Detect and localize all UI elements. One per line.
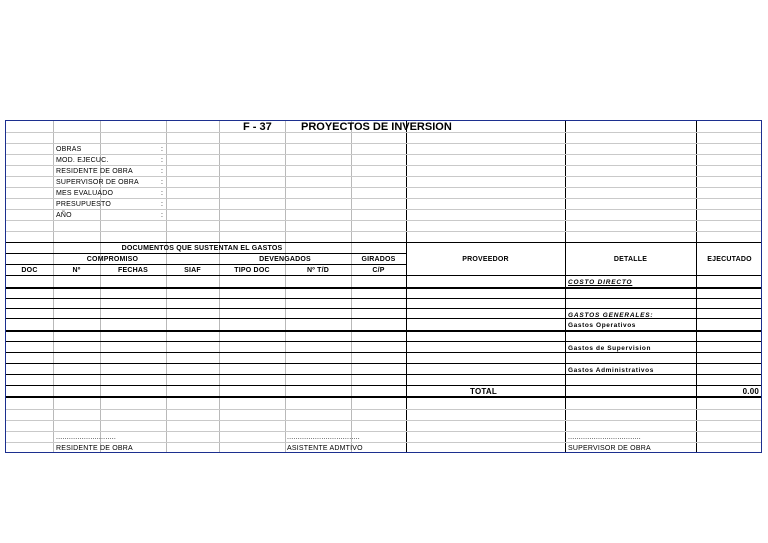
form-title: PROYECTOS DE INVERSION — [301, 121, 452, 133]
column-header-fechas: FECHAS — [118, 267, 148, 274]
grid-row-line — [6, 341, 761, 342]
grid-row-line — [6, 363, 761, 364]
field-label-supervisor: SUPERVISOR DE OBRA — [56, 179, 139, 186]
detail-gastos-supervision: Gastos de Supervision — [568, 345, 652, 352]
field-colon: : — [161, 146, 163, 153]
grid-row-line — [6, 442, 761, 443]
field-colon: : — [161, 212, 163, 219]
signature-line-supervisor: .................................. — [568, 434, 641, 441]
column-header-siaf: SIAF — [184, 267, 201, 274]
total-bottom-border — [6, 396, 761, 398]
detail-gastos-generales: GASTOS GENERALES: — [568, 312, 654, 319]
grid-row-line — [6, 198, 761, 199]
total-value: 0.00 — [742, 387, 759, 396]
signature-role-asistente: ASISTENTE ADMTIVO — [287, 445, 363, 452]
section-border-thick — [6, 330, 761, 332]
grid-row-line — [6, 298, 761, 299]
grid-row-line — [6, 154, 761, 155]
signature-line-asistente: .................................. — [287, 434, 360, 441]
column-header-doc: DOC — [21, 267, 38, 274]
header-documentos: DOCUMENTOS QUE SUSTENTAN EL GASTOS — [121, 245, 283, 252]
header-bottom-border — [6, 275, 761, 276]
total-label: TOTAL — [470, 387, 497, 396]
grid-row-line — [6, 209, 761, 210]
header-girados: GIRADOS — [361, 256, 396, 263]
header-bottom-border-2 — [6, 287, 761, 289]
grid-row-line — [6, 231, 761, 232]
field-colon: : — [161, 201, 163, 208]
field-label-mes-evaluado: MES EVALUADO — [56, 190, 114, 197]
field-label-mod-ejecuc: MOD. EJECUC. — [56, 157, 109, 164]
column-header-numero-td: Nº T/D — [306, 267, 330, 274]
field-label-anio: AÑO — [56, 212, 72, 219]
grid-row-line — [6, 176, 761, 177]
grid-row-line — [6, 431, 761, 432]
grid-row-line — [6, 409, 761, 410]
column-header-numero: Nº — [72, 267, 81, 274]
header-columns-border — [6, 264, 406, 265]
grid-row-line — [6, 165, 761, 166]
detail-costo-directo: COSTO DIRECTO — [568, 279, 633, 286]
total-top-border — [6, 385, 761, 386]
field-colon: : — [161, 168, 163, 175]
field-label-presupuesto: PRESUPUESTO — [56, 201, 111, 208]
form-code: F - 37 — [243, 121, 272, 133]
header-proveedor: PROVEEDOR — [462, 256, 509, 263]
header-ejecutado: EJECUTADO — [707, 256, 752, 263]
signature-line-residente: ............................ — [56, 434, 117, 441]
detail-gastos-operativos: Gastos Operativos — [568, 322, 636, 329]
column-header-tipo-doc: TIPO DOC — [234, 267, 270, 274]
detail-gastos-administrativos: Gastos Administrativos — [568, 367, 654, 374]
grid-row-line — [6, 308, 761, 309]
field-colon: : — [161, 190, 163, 197]
field-label-obras: OBRAS — [56, 146, 82, 153]
signature-role-supervisor: SUPERVISOR DE OBRA — [568, 445, 651, 452]
field-label-residente: RESIDENTE DE OBRA — [56, 168, 133, 175]
grid-row-line — [6, 420, 761, 421]
header-subgroup-border — [6, 253, 406, 254]
header-detalle: DETALLE — [613, 256, 648, 263]
header-compromiso: COMPROMISO — [86, 256, 139, 263]
header-devengados: DEVENGADOS — [259, 256, 311, 263]
column-header-cp: C/P — [372, 267, 385, 274]
signature-role-residente: RESIDENTE DE OBRA — [56, 445, 133, 452]
header-top-border — [6, 242, 761, 243]
field-colon: : — [161, 157, 163, 164]
grid-row-line — [6, 187, 761, 188]
field-colon: : — [161, 179, 163, 186]
grid-row-line — [6, 220, 761, 221]
grid-row-line — [6, 143, 761, 144]
expense-report-form — [5, 120, 762, 453]
